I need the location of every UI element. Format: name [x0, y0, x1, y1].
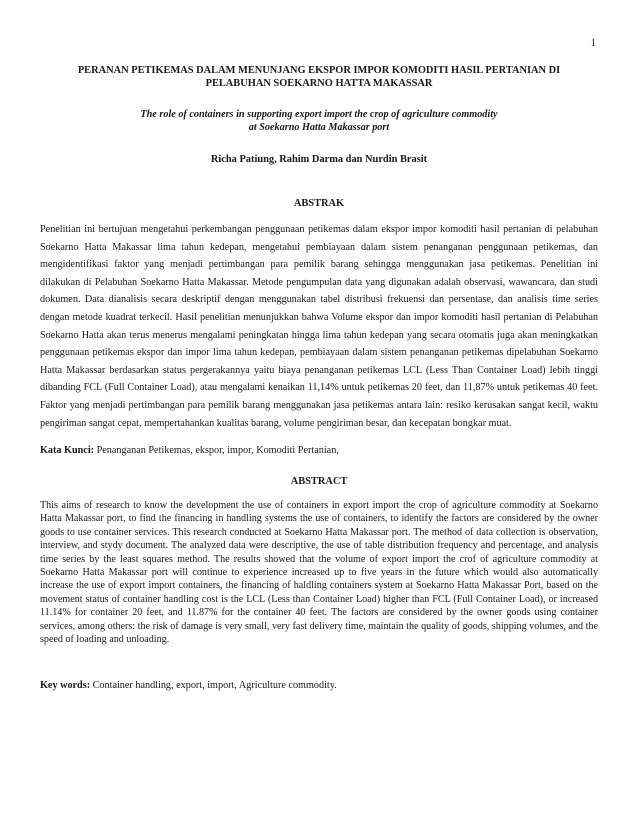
title-line-1: PERANAN PETIKEMAS DALAM MENUNJANG EKSPOR IMPOR KOMODITI HASIL PERTANIAN DI	[77, 65, 561, 76]
authors: Richa Patiung, Rahim Darma dan Nurdin Brasit	[210, 154, 428, 165]
subtitle-line-2: at Soekarno Hatta Makassar port	[248, 122, 390, 133]
abstrak-heading: ABSTRAK	[293, 198, 345, 209]
title-line-2: PELABUHAN SOEKARNO HATTA MAKASSAR	[205, 78, 433, 89]
abstract-heading: ABSTRACT	[290, 476, 348, 487]
page-number: 1	[590, 38, 596, 49]
key-words-text: Container handling, export, import, Agriculture commodity.	[90, 680, 337, 691]
paper-title	[40, 64, 598, 90]
subtitle-line-1: The role of containers in supporting export import the crop of agriculture commodity	[140, 109, 498, 120]
key-words	[40, 680, 598, 691]
kata-kunci-text: Penanganan Petikemas, ekspor, impor, Komoditi Pertanian,	[94, 445, 339, 456]
paper-subtitle	[40, 108, 598, 134]
kata-kunci-label: Kata Kunci:	[40, 445, 95, 456]
kata-kunci	[40, 445, 598, 456]
abstrak-body: Penelitian ini bertujuan mengetahui perkembangan penggunaan petikemas dalam ekspor impor komoditi hasil pertanian di pelabuhan Soekarno Hatta Makassar lima tahun kedepan, mengetahui pembiayaan dalam sistem penanganan penggunaan petikemas, dan mengidentifikasi faktor yang menjadi pertimbangan para pemilik barang sehingga menggunakan jasa petikemas. Penelitian ini dilakukan di Pelabuhan Soekarno Hatta Makassar. Metode pengumpulan data yang digunakan adalah observasi, wawancara, dan studi dokumen. Data dianalisis secara deskriptif dengan menggunakan tabel distribusi frekuensi dan persentase, dan analisis time series dengan metode kuadrat terkecil. Hasil penelitian menunjukkan bahwa Volume ekspor dan impor komoditi hasil pertanian di Pelabuhan Soekarno Hatta akan terus menerus mengalami peningkatan hingga lima tahun kedepan yang secara otomatis juga akan meningkatkan penggunaan petikemas ekspor dan impor lima tahun kedepan, pembiayaan dalam sistem penanganan petikemas dipelabuhan Soekarno Hatta Makassar berdasarkan status pergerakannya yaitu biaya penanganan petikemas LCL (Less Than Container Load) lebih tinggi dibanding FCL (Full Container Load), atau mengalami kenaikan 11,14% untuk petikemas 20 feet, dan 11,87% untuk petikemas 40 feet. Faktor yang menjadi pertimbangan para pemilik barang menggunakan jasa petikemas antara lain: resiko kerusakan sangat kecil, waktu pengiriman sangat cepat, mempertahankan kualitas barang, volume pengiriman besar, dan kecepatan bongkar muat.	[40, 224, 598, 429]
abstract-body: This aims of research to know the development the use of containers in export import the crop of agriculture commodity at Soekarno Hatta Makassar port, to find the financing in handling systems the use of containers, to identify the factors are considered by the owner goods to use container services. This research conducted at Soekarno Hatta Makassar port. The method of data collection is observation, interview, and stydy document. The analyzed data were descriptive, the use of table distribution frequency and percentage, and analysis time series by the least squares method. The results showed that the volume of export import the crof of agriculture commodity at Soekarno Hatta Makassar port will continue to experience increased up to five years in the future which would also automatically increase the use of export import containers, the financing of haldling containers system at Soekarno Hatta Makassar Port, based on the movement status of container handling cost is the LCL (Less than Container Load) higher than FCL (Full Container Load), or increased 11.14% for container 20 feet, and 11.87% for the container 40 feet. The factors are considered by the owner goods using container services, among others: the risk of damage is very small, very fast delivery time, maintain the quality of goods, shipping volumes, and the speed of loading and unloading.	[40, 500, 598, 646]
key-words-label: Key words:	[40, 680, 91, 691]
